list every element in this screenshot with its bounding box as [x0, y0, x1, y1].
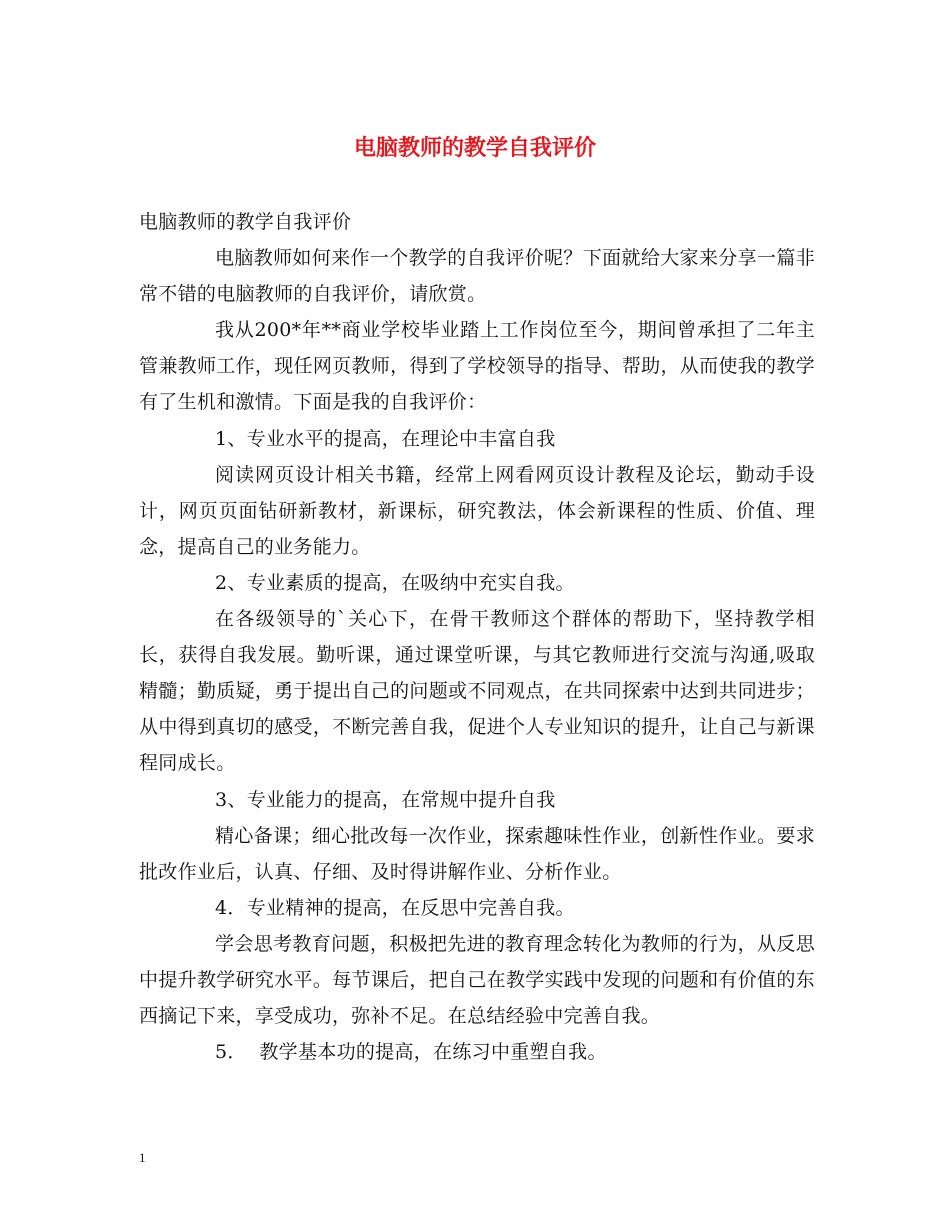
section-heading-1: 1、专业水平的提高，在理论中丰富自我 [215, 427, 556, 450]
section-heading-4: 4．专业精神的提高，在反思中完善自我。 [215, 896, 575, 919]
paragraph-section-1: 阅读网页设计相关书籍，经常上网看网页设计教程及论坛，勤动手设计，网页页面钻研新教材，新课标，研究教法，体会新课程的性质、价值、理念，提高自己的业务能力。 [139, 463, 815, 558]
document-title: 电脑教师的教学自我评价 [353, 135, 596, 161]
section-heading-2: 2、专业素质的提高，在吸纳中充实自我。 [215, 571, 575, 594]
section-heading-3: 3、专业能力的提高，在常规中提升自我 [215, 788, 556, 811]
page-number: 1 [139, 1150, 146, 1165]
paragraph-intro: 电脑教师如何来作一个教学的自我评价呢？下面就给大家来分享一篇非常不错的电脑教师的自我评价，请欣赏。 [139, 247, 815, 306]
document-body [139, 204, 815, 1070]
paragraph-section-4: 学会思考教育问题，积极把先进的教育理念转化为教师的行为，从反思中提升教学研究水平。每节课后，把自己在教学实践中发现的问题和有价值的东西摘记下来，享受成功，弥补不足。在总结经验中完善自我。 [139, 932, 815, 1028]
paragraph-section-3: 精心备课；细心批改每一次作业，探索趣味性作业，创新性作业。要求批改作业后，认真、仔细、及时得讲解作业、分析作业。 [139, 824, 815, 883]
paragraph-background: 我从200*年**商业学校毕业踏上工作岗位至今，期间曾承担了二年主管兼教师工作，现任网页教师，得到了学校领导的指导、帮助，从而使我的教学有了生机和激情。下面是我的自我评价： [139, 319, 815, 414]
paragraph-section-2: 在各级领导的`关心下，在骨干教师这个群体的帮助下，坚持教学相长，获得自我发展。勤听课，通过课堂听课，与其它教师进行交流与沟通,吸取精髓；勤质疑，勇于提出自己的问题或不同观点，在共同探索中达到共同进步；从中得到真切的感受，不断完善自我，促进个人专业知识的提升，让自己与新课程同成长。 [139, 608, 815, 775]
section-heading-5: 5． 教学基本功的提高，在练习中重塑自我。 [215, 1041, 607, 1064]
paragraph-subtitle: 电脑教师的教学自我评价 [139, 211, 352, 233]
